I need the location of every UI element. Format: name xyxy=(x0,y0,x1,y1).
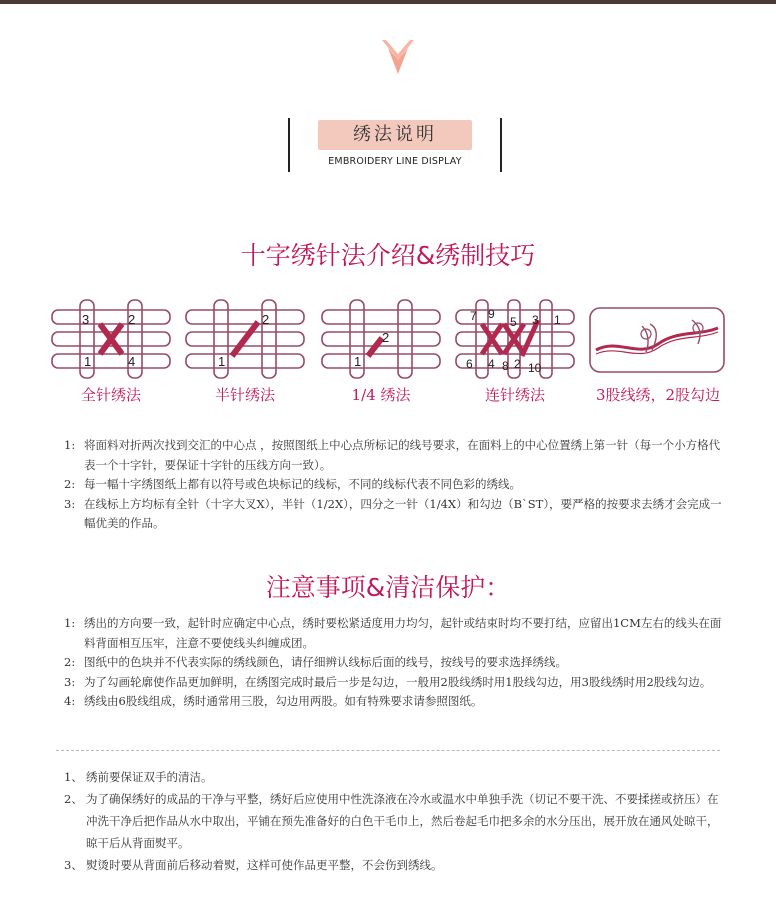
stitch-label: 1 xyxy=(84,354,92,369)
stitch-label: 3 xyxy=(532,313,539,327)
half-stitch-illustration xyxy=(184,298,306,380)
stitch-label: 10 xyxy=(528,361,542,375)
stitch-label: 4 xyxy=(488,357,495,371)
top-border xyxy=(0,0,776,4)
section-subtitle: EMBROIDERY LINE DISPLAY xyxy=(328,156,462,167)
list-item: 3: 为了勾画轮廓使作品更加鲜明，在绣图完成时最后一步是勾边，一般用2股线绣时用1股线勾边，用3股线绣时用2股线勾边。 xyxy=(64,674,712,689)
list-item: 2、 为了确保绣好的成品的干净与平整，绣好后应使用中性洗涤液在冷水或温水中单独手洗（切记不要干洗、不要揉搓或挤压）在冲洗干净后把作品从水中取出，平铺在预先准备好的白色干毛巾上，然后卷起毛巾把多余的水分压出，展开放在通风处晾干，晾干后从背面熨平。 xyxy=(64,792,719,850)
section-title: 绣法说明 xyxy=(318,120,472,150)
list-item: 2: 每一幅十字绣图纸上都有以符号或色块标记的线标，不同的线标代表不同色彩的绣线。 xyxy=(64,477,521,491)
list-item: 3、 熨烫时要从背面前后移动着熨，这样可使作品更平整，不会伤到绣线。 xyxy=(64,858,443,872)
cleaning-list xyxy=(64,766,724,876)
stitch-label: 8 xyxy=(502,359,509,373)
stitch-label: 2 xyxy=(128,312,136,327)
full-stitch-illustration xyxy=(50,298,172,380)
list-item: 1: 绣出的方向要一致，起针时应确定中心点，绣时要松紧适度用力均匀，起针或结束时均不要打结，应留出1CM左右的线头在面料背面相互压牢，注意不要使线头纠缠成团。 xyxy=(64,616,722,650)
diagram-continuous-stitch xyxy=(454,298,576,408)
diagram-caption: 3股线绣，2股勾边 xyxy=(595,386,721,404)
list-item: 1: 将面料对折两次找到交汇的中心点 ，按照图纸上中心点所标记的线号要求，在面料上的中心位置绣上第一针（每一个小方格代表一个十字针，要保证十字针的压线方向一致）。 xyxy=(64,438,721,472)
stitch-label: 7 xyxy=(470,309,477,323)
quarter-stitch-illustration xyxy=(320,298,442,380)
stitch-label: 5 xyxy=(510,315,517,329)
stitch-label: 3 xyxy=(82,312,90,327)
thread-illustration xyxy=(588,298,728,380)
stitch-label: 2 xyxy=(262,312,270,327)
stitch-diagrams xyxy=(50,298,740,408)
chevron-down-icon xyxy=(380,38,416,76)
stitch-label: 2 xyxy=(382,330,390,345)
diagram-caption: 连针绣法 xyxy=(484,386,545,404)
stitch-label: 1 xyxy=(354,354,362,369)
diagram-quarter-stitch xyxy=(320,298,442,408)
diagram-backstitch xyxy=(588,298,728,408)
diagram-caption: 半针绣法 xyxy=(214,386,275,404)
stitch-label: 1 xyxy=(218,354,226,369)
stitch-label: 4 xyxy=(128,354,136,369)
diagram-caption: 全针绣法 xyxy=(80,386,141,404)
stitch-label: 9 xyxy=(488,307,495,321)
section-title-block xyxy=(288,118,502,172)
list-item: 2: 图纸中的色块并不代表实际的绣线颜色，请仔细辨认线标后面的线号，按线号的要求选择绣线。 xyxy=(64,655,567,669)
stitch-label: 6 xyxy=(466,357,473,371)
dashed-divider xyxy=(56,750,720,751)
precautions-list xyxy=(64,614,724,712)
diagram-half-stitch xyxy=(184,298,306,408)
stitch-label: 1 xyxy=(554,313,561,327)
stitch-instructions xyxy=(64,436,724,534)
care-heading: 注意事项&清洁保护： xyxy=(265,573,511,602)
continuous-stitch-illustration xyxy=(454,298,576,380)
diagram-caption: 1/4 绣法 xyxy=(351,386,411,404)
stitch-intro-heading: 十字绣针法介绍&绣制技巧 xyxy=(240,241,536,270)
list-item: 4: 绣线由6股线组成，绣时通常用三股，勾边用两股。如有特殊要求请参照图纸。 xyxy=(64,694,483,708)
list-item: 1、 绣前要保证双手的清洁。 xyxy=(64,770,213,784)
stitch-label: 2 xyxy=(514,357,521,371)
list-item: 3: 在线标上方均标有全针（十字大叉X），半针（1/2X），四分之一针（1/4X）和勾边（B`ST），要严格的按要求去绣才会完成一幅优美的作品。 xyxy=(64,496,722,530)
title-divider-right xyxy=(500,118,502,172)
diagram-full-stitch xyxy=(50,298,172,408)
